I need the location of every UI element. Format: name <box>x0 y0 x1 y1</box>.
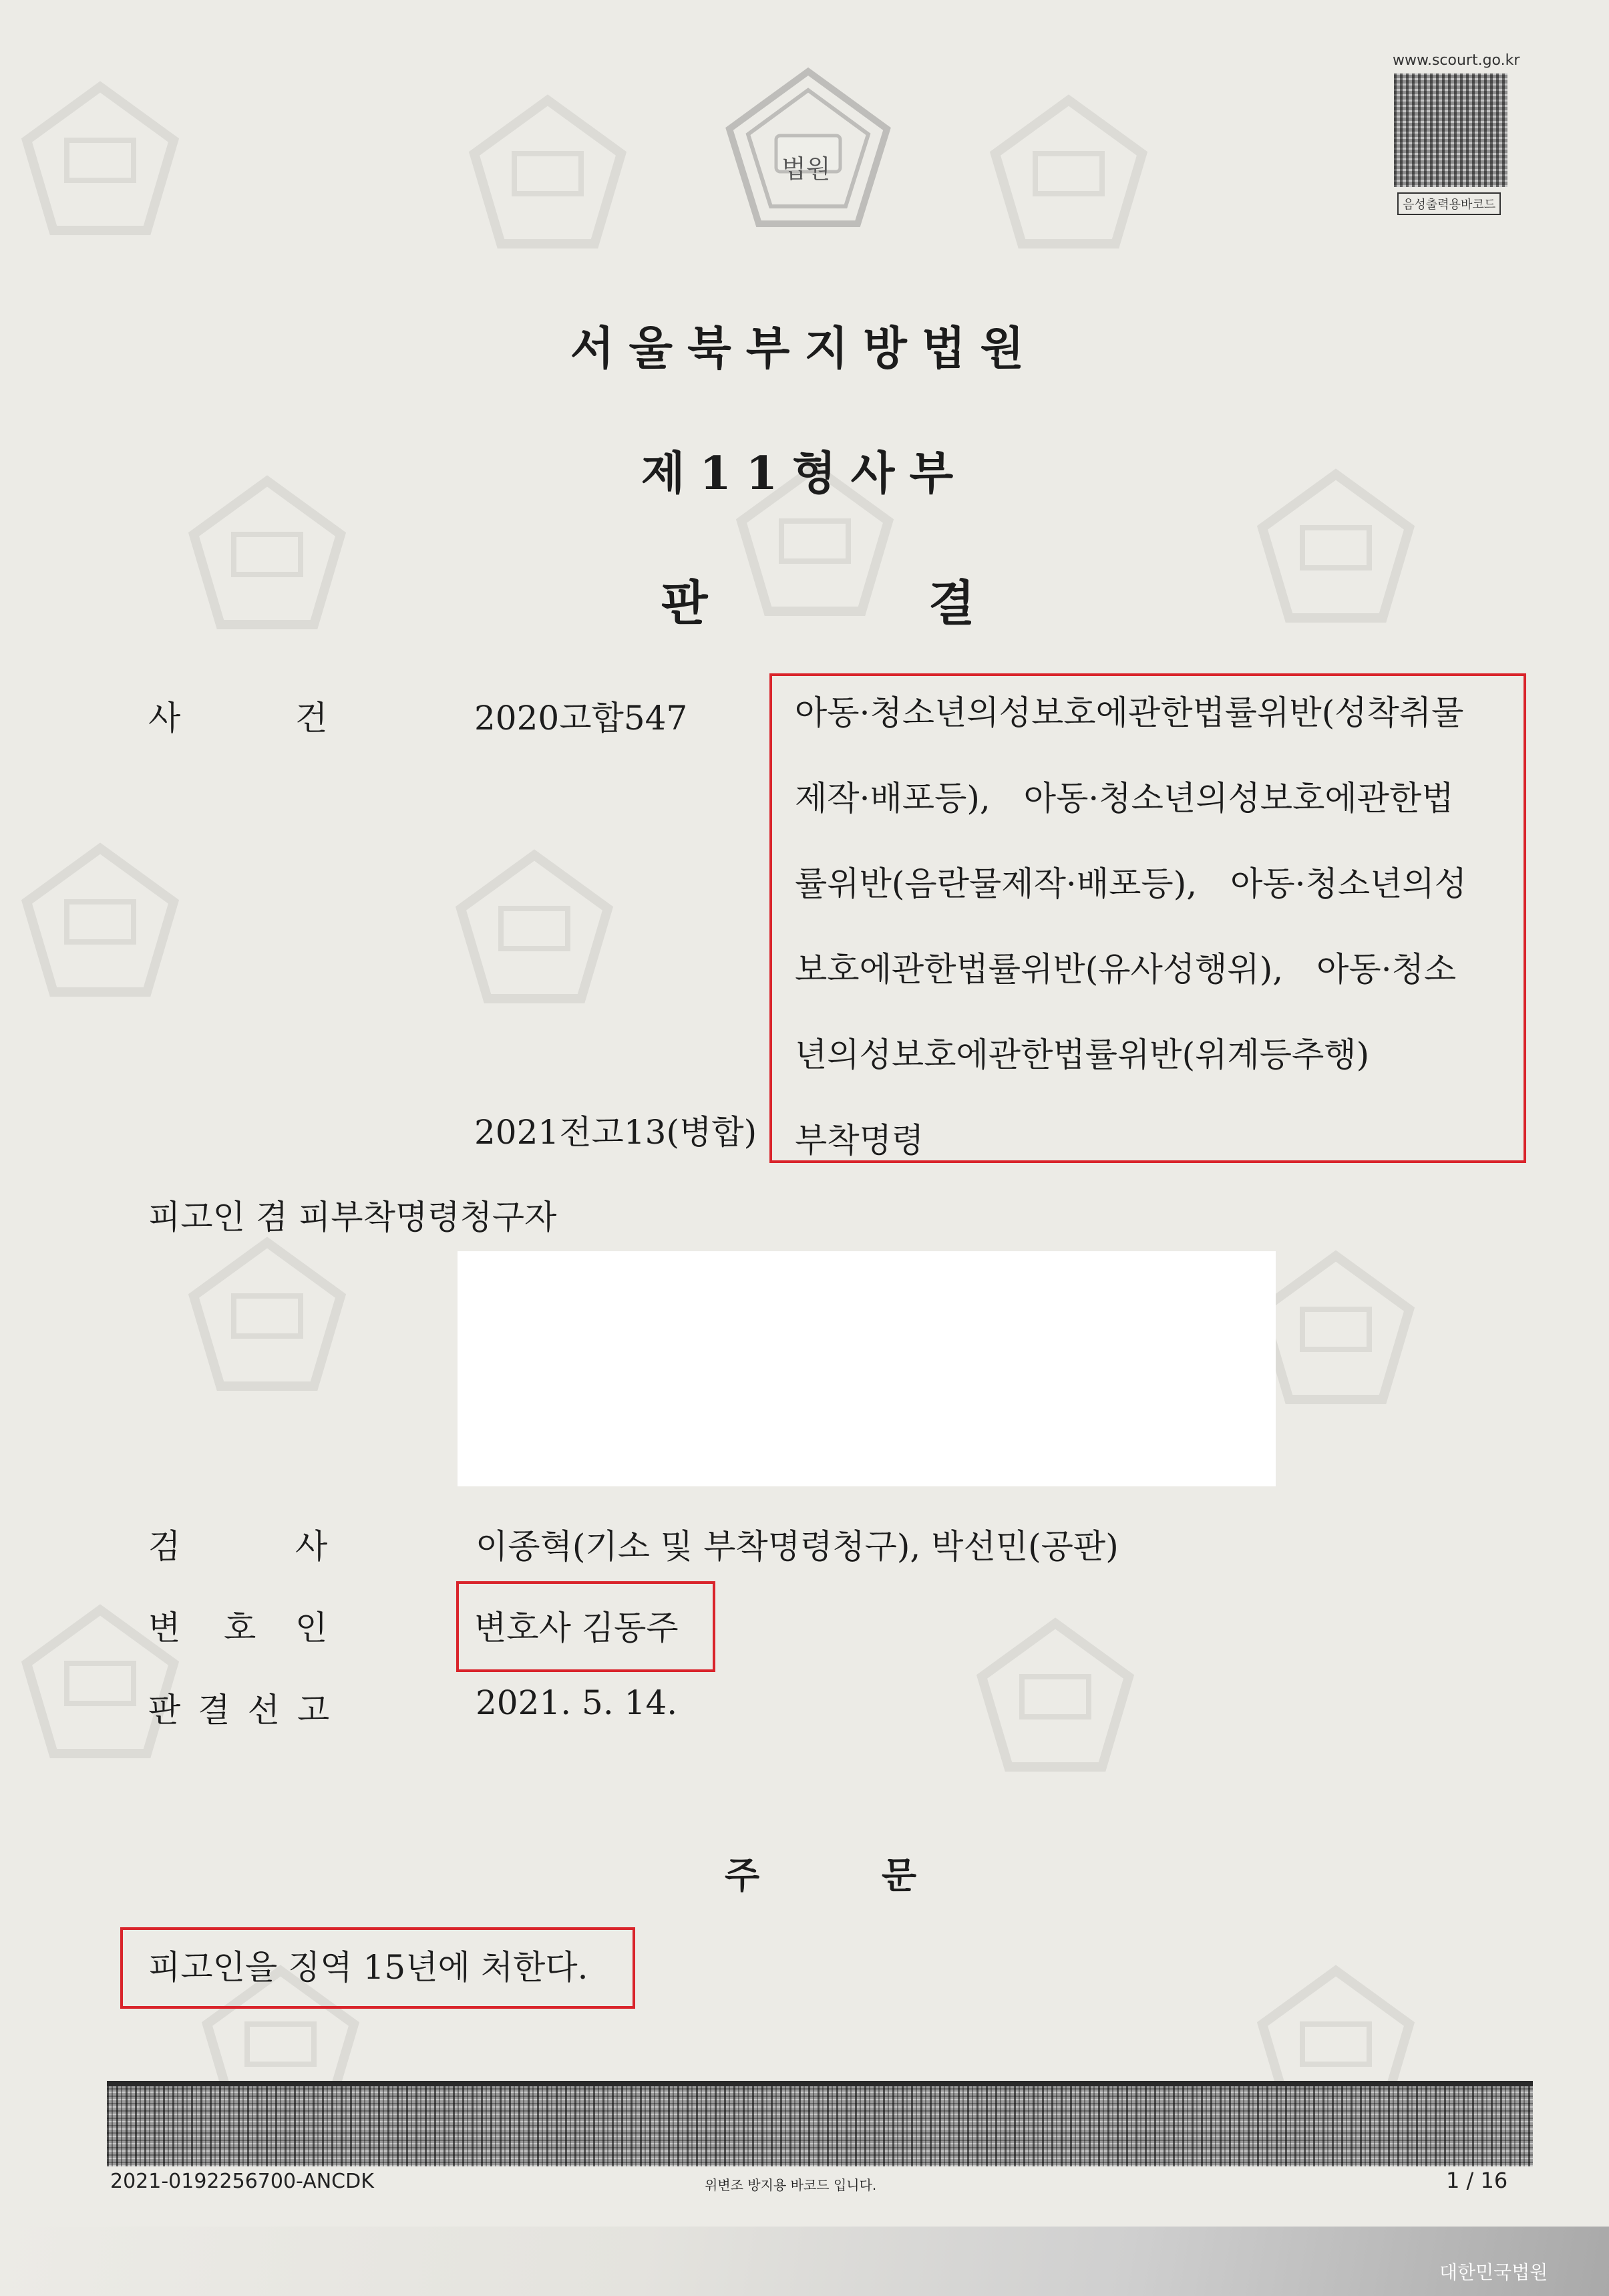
counsel-label-b: 호 <box>224 1609 256 1647</box>
barcode-notice: 위변조 방지용 바코드 입니다. <box>705 2177 877 2193</box>
offense-line: 아동·청소년의성보호에관한법률위반(성착취물 <box>795 693 1464 732</box>
voice-output-barcode <box>1394 73 1507 187</box>
attachment-order: 부착명령 <box>795 1121 924 1160</box>
court-emblem-watermark-icon <box>468 94 628 254</box>
judgment-date-label: 판결선고 <box>148 1691 347 1730</box>
court-emblem-watermark-icon <box>975 1617 1135 1777</box>
prosecutor-label-left: 검 <box>148 1527 181 1566</box>
case-label-left: 사 <box>148 699 181 737</box>
court-division: 제11형사부 <box>641 447 968 500</box>
court-emblem-watermark-icon <box>20 80 180 240</box>
doc-type-right: 결 <box>928 575 975 631</box>
emblem-label: 법원 <box>781 154 831 184</box>
offense-line: 제작·배포등), 아동·청소년의성보호에관한법 <box>795 779 1454 818</box>
counsel-label-c: 인 <box>295 1609 328 1647</box>
court-name: 서울북부지방법원 <box>570 322 1039 375</box>
anti-forgery-barcode <box>107 2081 1533 2166</box>
barcode-caption: 음성출력용바코드 <box>1397 192 1501 215</box>
court-emblem-watermark-icon <box>20 842 180 1002</box>
case-label-right: 건 <box>295 699 328 737</box>
footer-band <box>0 2227 1609 2296</box>
defendant-label: 피고인 겸 피부착명령청구자 <box>148 1198 557 1237</box>
ruling-heading-right: 문 <box>882 1854 917 1897</box>
site-url: www.scourt.go.kr <box>1393 52 1520 69</box>
prosecutor-label-right: 사 <box>295 1527 328 1566</box>
offense-list <box>795 670 1467 1183</box>
prosecutor-names: 이종혁(기소 및 부착명령청구), 박선민(공판) <box>476 1527 1119 1566</box>
court-emblem-watermark-icon <box>1256 1249 1416 1410</box>
counsel-label-a: 변 <box>148 1609 181 1647</box>
redacted-defendant-info <box>458 1251 1276 1486</box>
court-emblem-watermark-icon <box>454 848 614 1009</box>
document-code: 2021-0192256700-ANCDK <box>110 2170 374 2193</box>
counsel-name: 변호사 김동주 <box>474 1609 679 1647</box>
offense-line: 보호에관한법률위반(유사성행위), 아동·청소 <box>795 950 1457 989</box>
court-emblem-watermark-icon <box>187 1236 347 1396</box>
judgment-date: 2021. 5. 14. <box>476 1683 678 1722</box>
offense-line: 률위반(음란물제작·배포등), 아동·청소년의성 <box>795 864 1467 903</box>
case-number-merged: 2021전고13(병합) <box>474 1113 757 1152</box>
doc-type-left: 판 <box>661 575 708 631</box>
page-number: 1 / 16 <box>1446 2168 1508 2193</box>
footer-org: 대한민국법원 <box>1439 2261 1548 2283</box>
ruling-text: 피고인을 징역 15년에 처한다. <box>148 1948 588 1987</box>
ruling-heading-left: 주 <box>725 1854 760 1897</box>
case-number: 2020고합547 <box>474 699 688 737</box>
offense-line: 년의성보호에관한법률위반(위계등추행) <box>795 1035 1370 1074</box>
court-emblem-watermark-icon <box>989 94 1149 254</box>
